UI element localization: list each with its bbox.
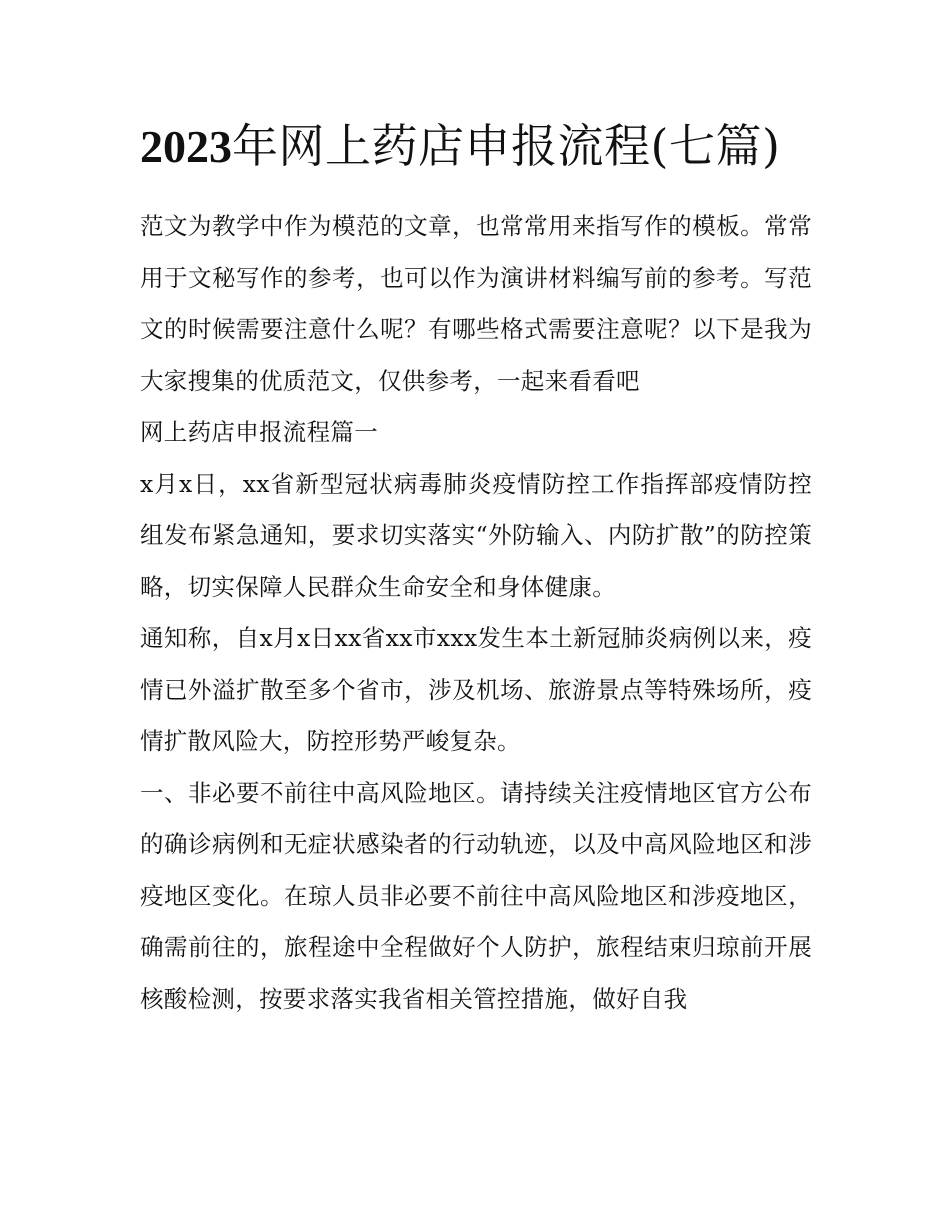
title-year: 2023	[140, 121, 232, 172]
body-paragraph-2: 通知称，自x月x日xx省xx市xxx发生本土新冠肺炎病例以来，疫情已外溢扩散至多个省市，涉及机场、旅游景点等特殊场所，疫情扩散风险大，防控形势严峻复杂。	[140, 624, 812, 755]
section-heading: 网上药店申报流程篇一	[140, 418, 378, 446]
intro-paragraph: 范文为教学中作为模范的文章，也常常用来指写作的模板。常常用于文秘写作的参考，也可以作为演讲材料编写前的参考。写范文的时候需要注意什么呢？有哪些格式需要注意呢？以下是我为大家搜集的优质范文，仅供参考，一起来看看吧	[140, 212, 812, 395]
body-paragraph-3: 一、非必要不前往中高风险地区。请持续关注疫情地区官方公布的确诊病例和无症状感染者的行动轨迹，以及中高风险地区和涉疫地区变化。在琼人员非必要不前往中高风险地区和涉疫地区，确需前往的，旅程途中全程做好个人防护，旅程结束归琼前开展核酸检测，按要求落实我省相关管控措施，做好自我	[140, 778, 812, 1013]
body-paragraph-1: x月x日，xx省新型冠状病毒肺炎疫情防控工作指挥部疫情防控组发布紧急通知，要求切实落实“外防输入、内防扩散”的防控策略，切实保障人民群众生命安全和身体健康。	[140, 469, 812, 601]
document-title	[140, 112, 812, 181]
document-body	[140, 112, 812, 1025]
title-text: 年网上药店申报流程(七篇)	[232, 119, 781, 173]
